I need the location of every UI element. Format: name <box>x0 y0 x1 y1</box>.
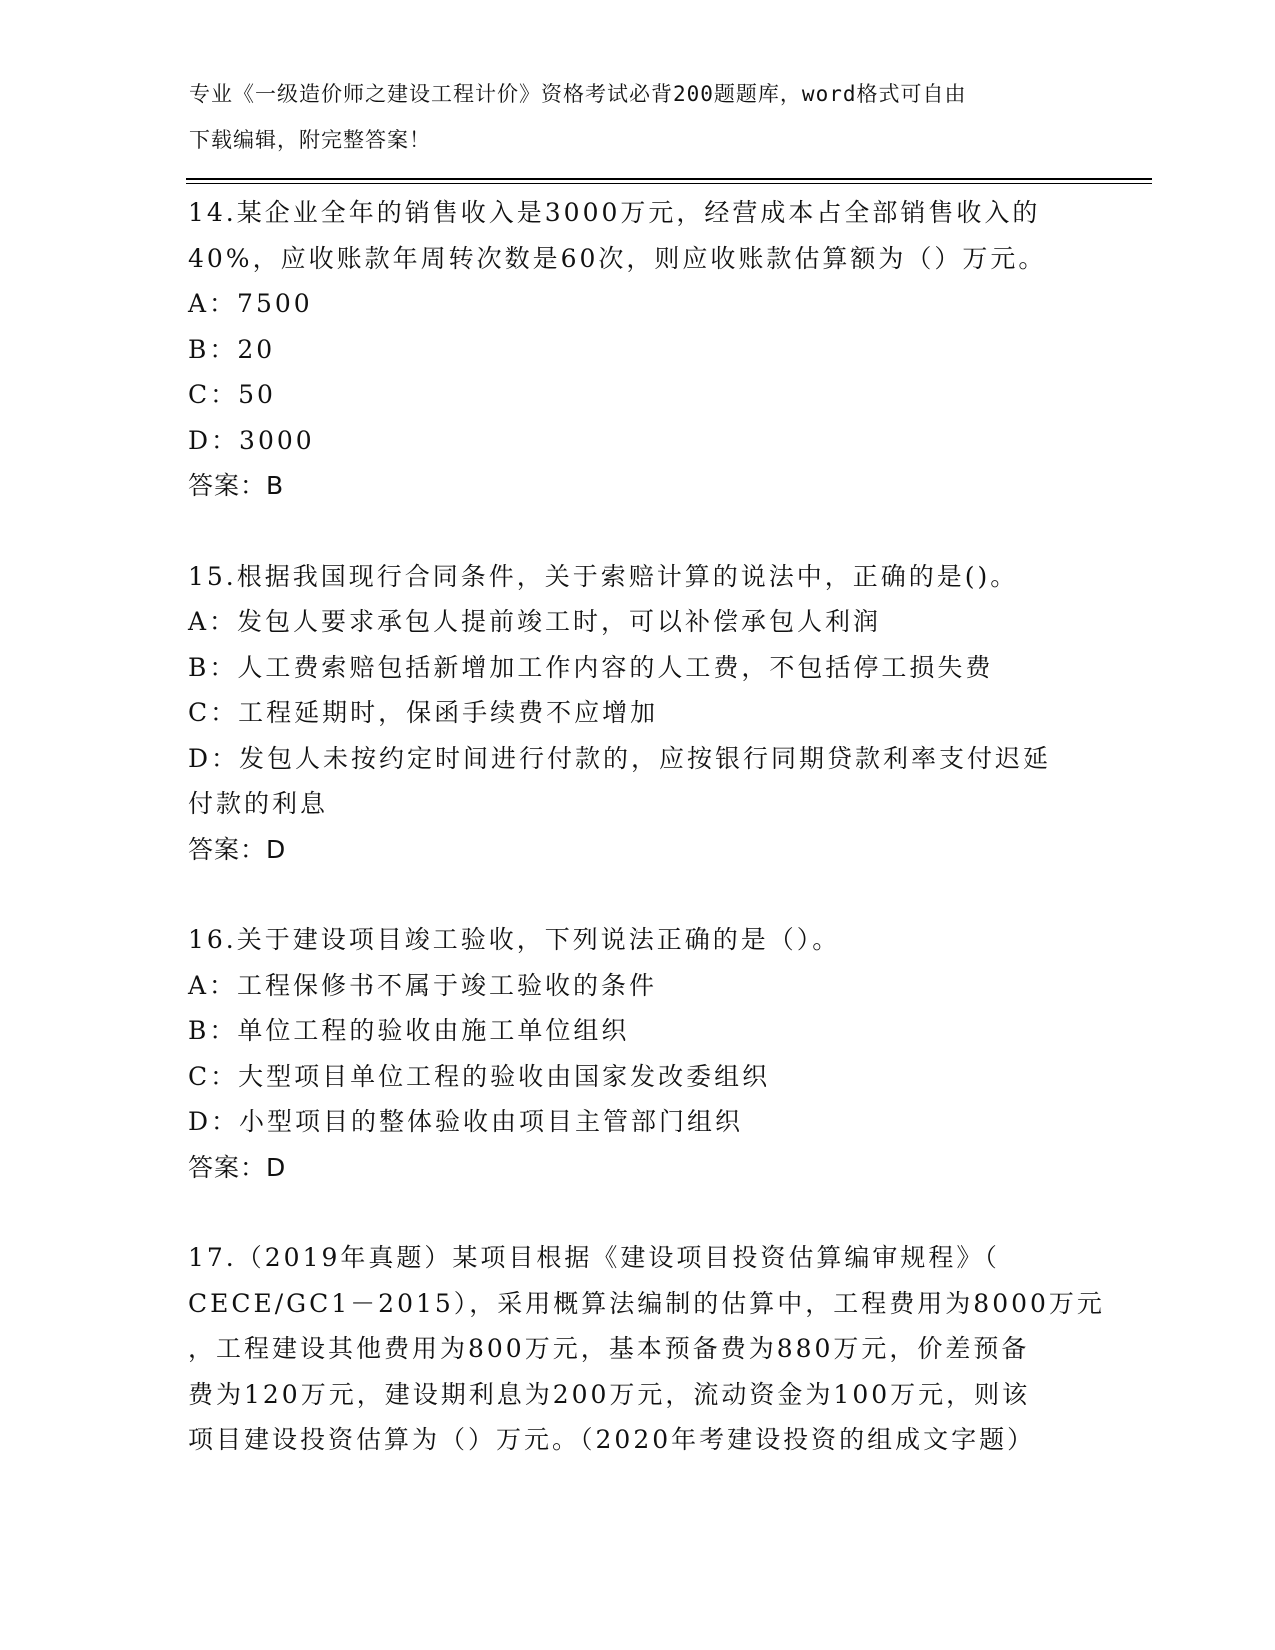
question-spacer <box>188 509 1088 554</box>
question-spacer <box>188 1190 1088 1235</box>
answer-option <box>188 1008 1088 1054</box>
answer-option <box>188 327 1088 373</box>
answer-key: 答案：D <box>188 1152 287 1182</box>
header-divider-top <box>186 178 1152 180</box>
option-text-line: A：发包人要求承包人提前竣工时，可以补偿承包人利润 <box>188 607 882 636</box>
header-divider-bottom <box>186 183 1152 184</box>
option-text-line: D：3000 <box>188 425 315 455</box>
question-stem-line: 费为120万元，建设期利息为200万元，流动资金为100万元，则该 <box>188 1379 1031 1409</box>
question-stem-line: 16.关于建设项目竣工验收，下列说法正确的是（）。 <box>188 925 841 954</box>
answer-option <box>188 736 1088 827</box>
answer-option <box>188 599 1088 645</box>
answer-key: 答案：D <box>188 834 287 864</box>
answer-option <box>188 418 1088 464</box>
option-text-line: 付款的利息 <box>188 789 329 818</box>
question-stem-line: 项目建设投资估算为（）万元。（2020年考建设投资的组成文字题） <box>188 1425 1036 1454</box>
question-block <box>188 554 1088 873</box>
question-block <box>188 917 1088 1190</box>
answer-option <box>188 963 1088 1009</box>
option-text-line: C：大型项目单位工程的验收由国家发改委组织 <box>188 1061 771 1091</box>
option-text-line: B：人工费索赔包括新增加工作内容的人工费，不包括停工损失费 <box>188 652 994 682</box>
question-stem-line: ，工程建设其他费用为800万元，基本预备费为880万元，价差预备 <box>188 1334 1030 1363</box>
question-stem-line: 17.（2019年真题）某项目根据《建设项目投资估算编审规程》（ <box>188 1243 1000 1272</box>
header-line-2: 下载编辑，附完整答案！ <box>189 127 431 152</box>
answer-option <box>188 645 1088 691</box>
option-text-line: C：工程延期时，保函手续费不应增加 <box>188 698 659 727</box>
header-line-1: 专业《一级造价师之建设工程计价》资格考试必背200题题库，word格式可自由 <box>189 82 967 106</box>
option-text-line: D：发包人未按约定时间进行付款的，应按银行同期贷款利率支付迟延 <box>188 743 1052 773</box>
question-stem-line: 15.根据我国现行合同条件，关于索赔计算的说法中，正确的是()。 <box>188 561 1019 591</box>
answer-key: 答案：B <box>188 471 285 500</box>
option-text-line: A：7500 <box>188 289 313 318</box>
question-stem-line: 40%，应收账款年周转次数是60次，则应收账款估算额为（）万元。 <box>188 243 1047 273</box>
answer-option <box>188 1099 1088 1145</box>
option-text-line: A：工程保修书不属于竣工验收的条件 <box>188 970 658 1000</box>
answer-option <box>188 1054 1088 1100</box>
question-stem-line: 14.某企业全年的销售收入是3000万元，经营成本占全部销售收入的 <box>188 198 1041 227</box>
question-spacer <box>188 872 1088 917</box>
question-block <box>188 1235 1105 1463</box>
option-text-line: B：20 <box>188 334 276 364</box>
document-header <box>189 72 1089 163</box>
option-text-line: D：小型项目的整体验收由项目主管部门组织 <box>188 1107 744 1136</box>
question-block <box>188 190 1088 509</box>
option-text-line: B：单位工程的验收由施工单位组织 <box>188 1016 630 1045</box>
answer-option <box>188 281 1088 327</box>
answer-option <box>188 372 1088 418</box>
option-text-line: C：50 <box>188 380 276 409</box>
answer-option <box>188 690 1088 736</box>
question-list <box>188 190 1105 1463</box>
question-stem-line: CECE/GC1－2015），采用概算法编制的估算中，工程费用为8000万元 <box>188 1288 1105 1318</box>
